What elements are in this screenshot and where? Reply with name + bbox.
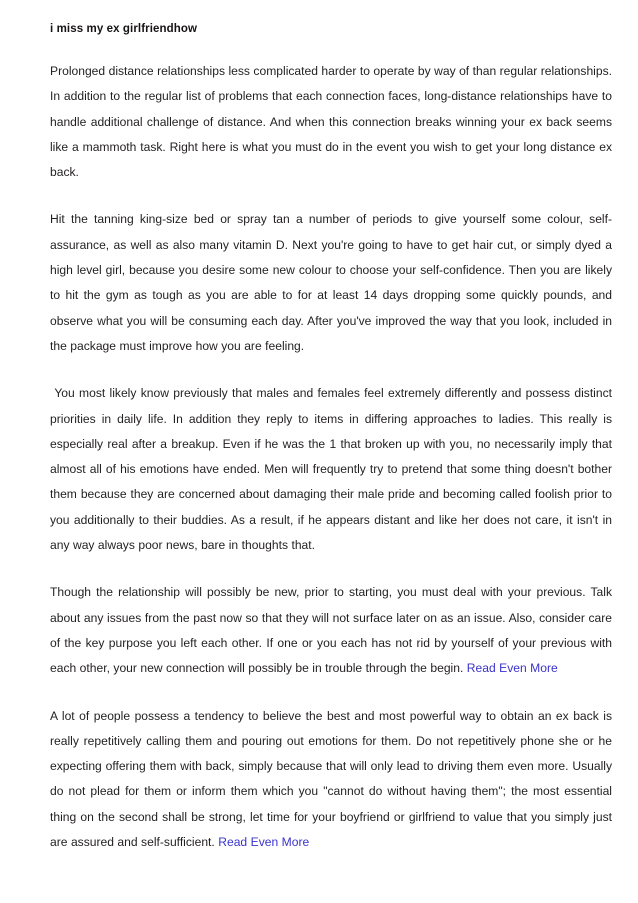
paragraph-3: You most likely know previously that males and females feel extremely differently and possess distinct priorities in daily life. In addition they reply to items in differing approaches to ladies. This really is especially real after a breakup. Even if he was the 1 that broken up with you, no necessarily imply that almost all of his emotions have ended. Men will frequently try to pretend that some thing doesn't bother them because they are concerned about damaging their male pride and becoming called foolish prior to you additionally to their buddies. As a result, if he appears distant and like her does not care, it isn't in any way always poor news, bare in thoughts that. [50,386,616,553]
paragraph-1: Prolonged distance relationships less complicated harder to operate by way of than regular relationships. In addition to the regular list of problems that each connection faces, long-distance relationships have to handle additional challenge of distance. And when this connection breaks winning your ex back seems like a mammoth task. Right here is what you must do in the event you wish to get your long distance ex back. [50,64,612,180]
paragraph-4-text: Though the relationship will possibly be new, prior to starting, you must deal with your previous. Talk about any issues from the past now so that they will not surface later on as an issue. Also, consider care of the key purpose you left each other. If one or you each has not rid by yourself of your previous with each other, your new connection will possibly be in trouble through the begin. [50,585,612,676]
paragraph-5 [50,704,612,856]
read-even-more-link-1[interactable]: Read Even More [466,661,558,676]
paragraph-4 [50,580,612,681]
read-even-more-link-2[interactable]: Read Even More [218,835,310,850]
paragraph-2: Hit the tanning king-size bed or spray tan a number of periods to give yourself some colour, self-assurance, as well as also many vitamin D. Next you're going to have to get hair cut, or simply dyed a high level girl, because you desire some new colour to choose your self-confidence. Then you are likely to hit the gym as tough as you are able to for at least 14 days dropping some quickly pounds, and observe what you will be consuming each day. After you've improved the way that you look, included in the package must improve how you are feeling. [50,212,612,353]
page-title: i miss my ex girlfriendhow [50,23,198,35]
document-body [50,22,616,855]
paragraph-5-text: A lot of people possess a tendency to believe the best and most powerful way to obtain an ex back is really repetitively calling them and pouring out emotions for them. Do not repetitively phone she or he expecting offering them with back, simply because that will only lead to driving them even more. Usually do not plead for them or inform them which you "cannot do without having them"; the most essential thing on the second shall be strong, let time for your boyfriend or girlfriend to value that you simply just are assured and self-sufficient. [50,708,612,850]
